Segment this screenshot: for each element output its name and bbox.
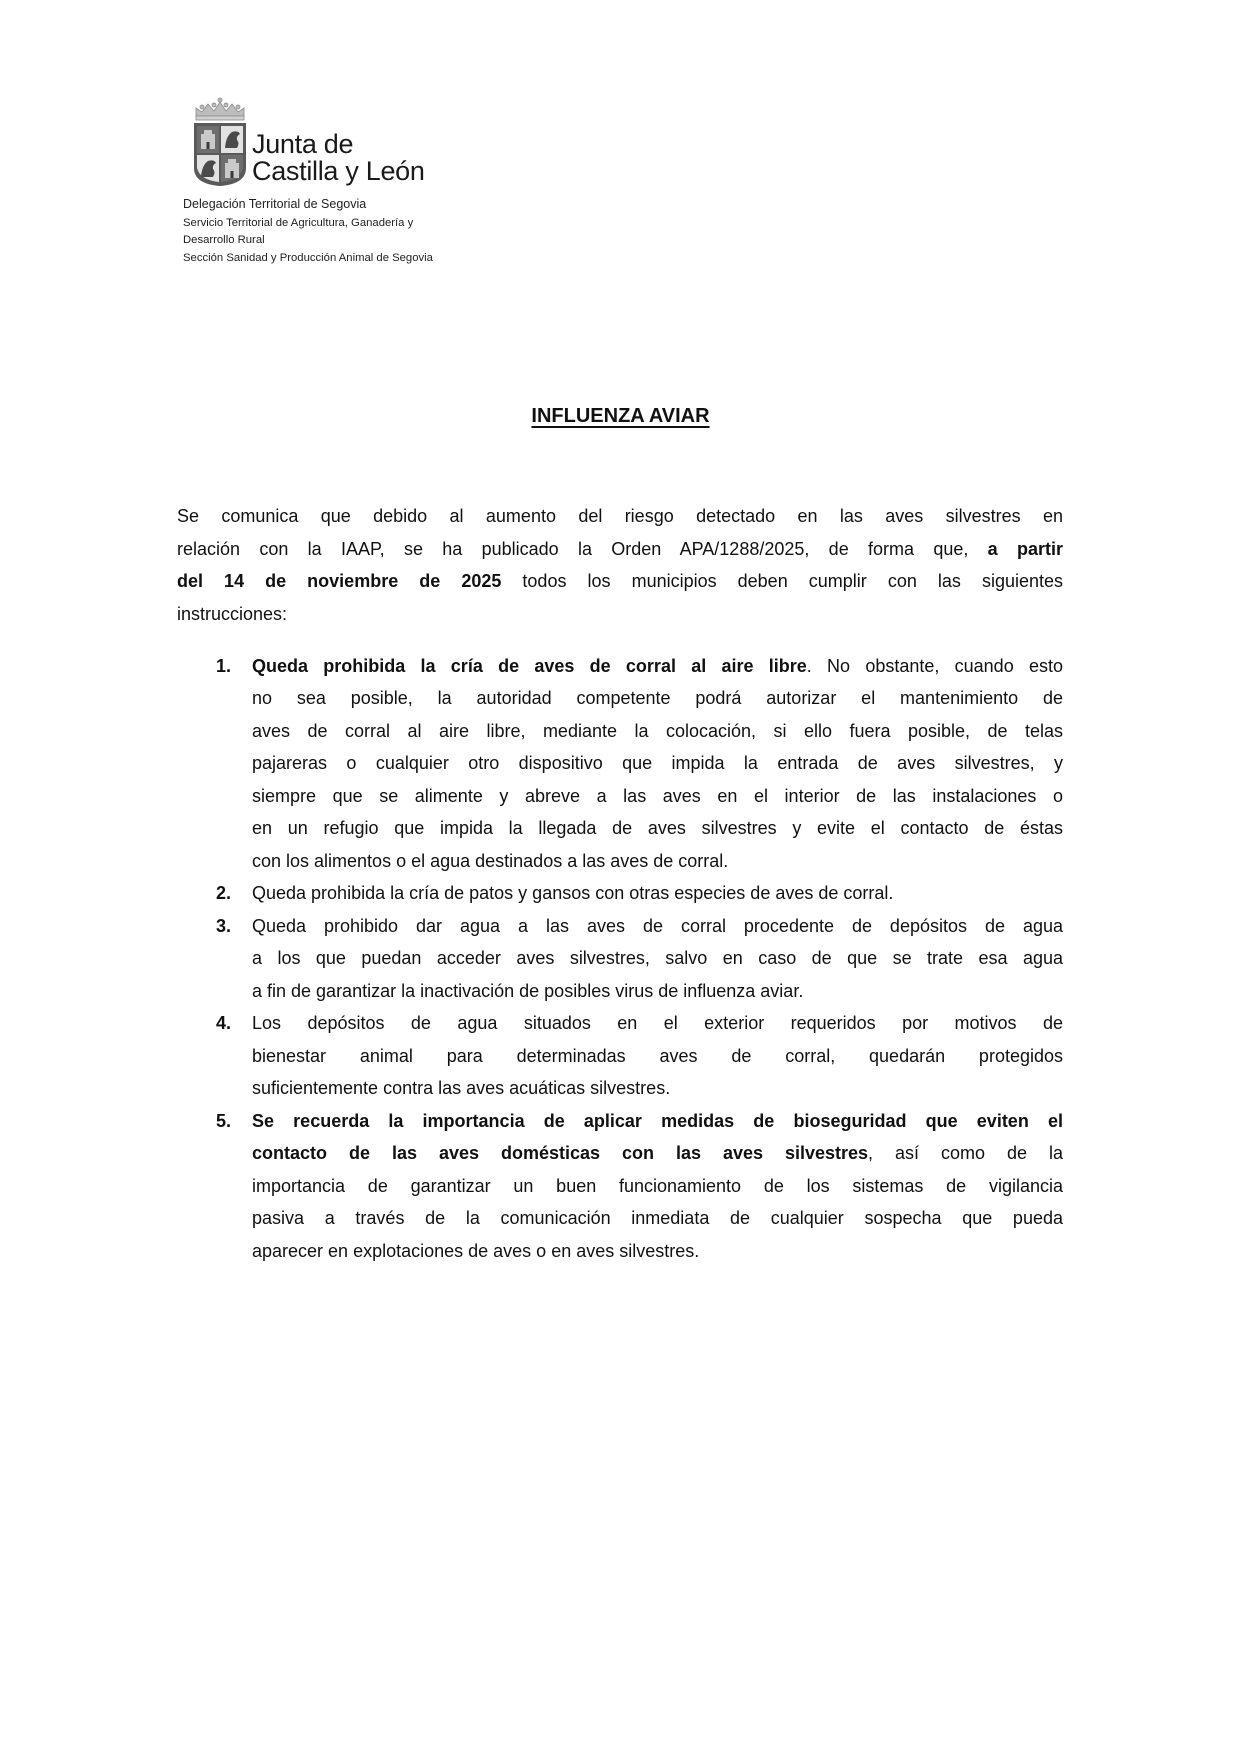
item-text: Queda prohibida la cría de patos y gansos con otras especies de aves de corral. xyxy=(252,883,894,903)
item-text: aves de corral al aire libre, mediante la colocación, si ello fuera posible, de telas xyxy=(252,720,1063,741)
item-text: a los que puedan acceder aves silvestres, salvo en caso de que se trate esa agua xyxy=(252,948,1063,968)
item-text: , así como de la xyxy=(868,1143,1063,1163)
service-name-line-2: Desarrollo Rural xyxy=(183,234,265,246)
item-line xyxy=(252,942,1063,975)
list-item xyxy=(177,1007,1063,1105)
list-number: 2. xyxy=(216,883,232,903)
item-text: suficientemente contra las aves acuáticas silvestres. xyxy=(252,1078,671,1098)
item-text: bienestar animal para determinadas aves de corral, quedarán protegidos xyxy=(252,1045,1063,1066)
item-bold-text: Se recuerda la importancia de aplicar medidas de bioseguridad que eviten el xyxy=(252,1110,1063,1131)
instructions-list xyxy=(177,650,1063,1268)
logo-text-line-2: Castilla y León xyxy=(252,156,425,186)
item-text: . No obstante, cuando esto xyxy=(806,655,1063,676)
intro-line xyxy=(177,533,1063,566)
item-line xyxy=(252,845,1063,878)
intro-line xyxy=(177,565,1063,598)
item-line xyxy=(252,1137,1063,1170)
item-text: Los depósitos de agua situados en el exterior requeridos por motivos de xyxy=(252,1013,1063,1033)
item-line xyxy=(252,1007,1063,1040)
item-text: importancia de garantizar un buen funcionamiento de los sistemas de vigilancia xyxy=(252,1175,1063,1196)
item-line xyxy=(252,1072,1063,1105)
list-item xyxy=(177,1105,1063,1268)
item-text: siempre que se alimente y abreve a las aves en el interior de las instalaciones o xyxy=(252,785,1063,806)
coat-of-arms-icon xyxy=(190,96,250,188)
item-text: con los alimentos o el agua destinados a las aves de corral. xyxy=(252,850,729,871)
item-bold-text: contacto de las aves domésticas con las aves silvestres xyxy=(252,1143,869,1163)
intro-line xyxy=(177,500,1063,533)
item-line xyxy=(252,1105,1063,1138)
intro-text: instrucciones: xyxy=(177,603,288,624)
item-text: pajareras o cualquier otro dispositivo que impida la entrada de aves silvestres, y xyxy=(252,753,1063,773)
item-line xyxy=(252,1202,1063,1235)
list-number: 4. xyxy=(216,1013,232,1033)
item-line xyxy=(252,812,1063,845)
junta-castilla-leon-logo xyxy=(190,96,460,188)
item-text: pasiva a través de la comunicación inmediata de cualquier sospecha que pueda xyxy=(252,1208,1063,1228)
item-line xyxy=(252,877,1063,910)
list-number: 1. xyxy=(216,655,232,676)
item-line xyxy=(252,780,1063,813)
section-name: Sección Sanidad y Producción Animal de Segovia xyxy=(183,252,433,264)
delegation-name: Delegación Territorial de Segovia xyxy=(183,197,367,211)
crown-icon xyxy=(196,98,244,120)
intro-bold-text: a partir xyxy=(987,538,1063,559)
item-text: no sea posible, la autoridad competente podrá autorizar el mantenimiento de xyxy=(252,688,1063,708)
intro-bold-date: del 14 de noviembre de 2025 xyxy=(177,571,502,591)
list-item xyxy=(177,650,1063,878)
list-item xyxy=(177,877,1063,910)
intro-paragraph xyxy=(177,500,1063,630)
list-item xyxy=(177,910,1063,1008)
document-title xyxy=(0,401,1241,433)
list-number: 3. xyxy=(216,915,232,936)
item-line xyxy=(252,1170,1063,1203)
item-line xyxy=(252,682,1063,715)
list-number: 5. xyxy=(216,1110,232,1131)
item-bold-text: Queda prohibida la cría de aves de corral al aire libre xyxy=(252,655,807,676)
shield-icon xyxy=(194,123,246,186)
item-text: a fin de garantizar la inactivación de posibles virus de influenza aviar. xyxy=(252,980,804,1001)
item-line xyxy=(252,650,1063,683)
logo-text-line-1: Junta de xyxy=(252,129,354,159)
intro-line xyxy=(177,598,1063,631)
item-text: en un refugio que impida la llegada de aves silvestres y evite el contacto de éstas xyxy=(252,818,1063,838)
item-line xyxy=(252,910,1063,943)
item-line xyxy=(252,715,1063,748)
title-text: INFLUENZA AVIAR xyxy=(531,405,710,427)
item-text: Queda prohibido dar agua a las aves de corral procedente de depósitos de agua xyxy=(252,915,1063,936)
item-text: aparecer en explotaciones de aves o en aves silvestres. xyxy=(252,1240,700,1261)
item-line xyxy=(252,747,1063,780)
item-line xyxy=(252,975,1063,1008)
intro-text: todos los municipios deben cumplir con las siguientes xyxy=(501,571,1063,591)
intro-text: Se comunica que debido al aumento del riesgo detectado en las aves silvestres en xyxy=(177,506,1063,526)
item-line xyxy=(252,1040,1063,1073)
item-line xyxy=(252,1235,1063,1268)
service-name-line-1: Servicio Territorial de Agricultura, Ganadería y xyxy=(183,217,414,229)
intro-text: relación con la IAAP, se ha publicado la Orden APA/1288/2025, de forma que, xyxy=(177,538,988,559)
